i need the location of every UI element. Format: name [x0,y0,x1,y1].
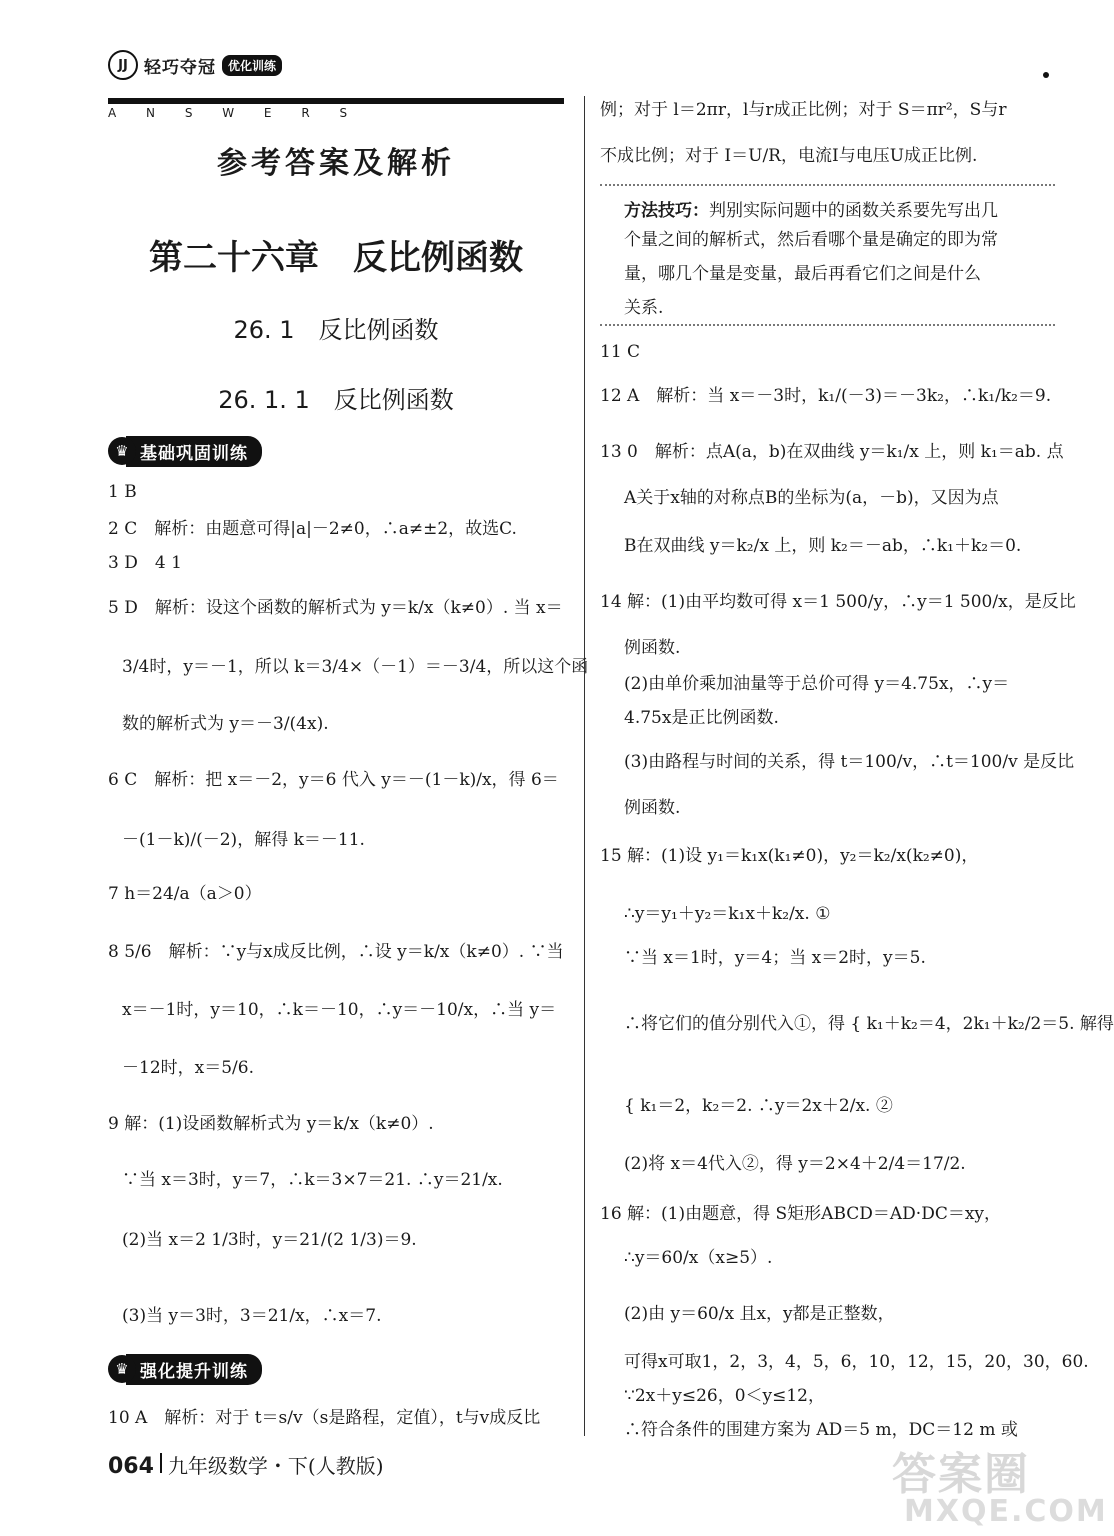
banner-advanced [108,1354,262,1384]
footer-separator [160,1453,162,1473]
corner-dot [1043,72,1049,78]
subsection-title: 26. 1. 1 反比例函数 [218,386,454,414]
answer-line: ∵2x＋y≤26，0＜y≤12， [624,1386,825,1406]
answer-line: 例函数. [624,638,681,658]
answer-line: 7 h＝24/a（a＞0） [108,884,262,904]
banner-advanced-label: 强化提升训练 [126,1354,262,1385]
brand-tag: 优化训练 [222,55,282,76]
header-rule [108,98,564,104]
method-tip-lead: 方法技巧： [624,201,709,221]
answer-line: A关于x轴的对称点B的坐标为(a，－b)，又因为点 [624,488,999,508]
banner-basic [108,436,262,466]
page-title: 参考答案及解析 [217,146,455,181]
answer-line: 11 C [600,342,641,362]
logo-mark-icon: JJ [108,50,138,80]
banner-basic-label: 基础巩固训练 [126,436,262,467]
section-title: 26. 1 反比例函数 [233,316,439,344]
column-divider [584,96,585,1436]
watermark-text: 答案圈 [892,1449,1030,1500]
method-tip-line: 量，哪几个量是变量，最后再看它们之间是什么 [624,264,981,284]
answer-line: (2)将 x＝4代入②，得 y＝2×4＋2/4＝17/2. [624,1154,966,1174]
answer-line: －12时，x＝5/6. [122,1058,254,1078]
answer-line: x＝－1时，y＝10，∴k＝－10，∴y＝－10/x，∴当 y＝ [122,1000,557,1020]
answer-line: 6 C 解析：把 x＝－2，y＝6 代入 y＝－(1－k)/x，得 6＝ [108,770,559,790]
answer-line: －(1－k)/(－2)，解得 k＝－11. [122,830,365,850]
page-footer [108,1450,384,1479]
answer-line: ∴将它们的值分别代入①，得 { k₁＋k₂＝4，2k₁＋k₂/2＝5. 解得 [624,1014,1114,1034]
answer-line: 例；对于 l＝2πr，l与r成正比例；对于 S＝πr²，S与r [600,100,1007,120]
answer-line: 14 解：(1)由平均数可得 x＝1 500/y，∴y＝1 500/x，是反比 [600,592,1076,612]
answer-line: ∵当 x＝3时，y＝7，∴k＝3×7＝21. ∴y＝21/x. [122,1170,503,1190]
answer-line: (2)由 y＝60/x 且x，y都是正整数， [624,1304,895,1324]
answer-line: 3 D 4 1 [108,553,182,573]
brand-name: 轻巧夺冠 [144,57,216,78]
answer-line: 9 解：(1)设函数解析式为 y＝k/x（k≠0）. [108,1114,434,1134]
answer-line: (2)由单价乘加油量等于总价可得 y＝4.75x，∴y＝ [624,674,1010,694]
answer-line: 例函数. [624,798,681,818]
answer-line: (3)由路程与时间的关系，得 t＝100/v，∴t＝100/v 是反比 [624,752,1075,772]
answer-line: 不成比例；对于 I＝U/R，电流I与电压U成正比例. [600,146,978,166]
page-number: 064 [108,1454,154,1479]
answer-line: 3/4时，y＝－1，所以 k＝3/4×（－1）＝－3/4，所以这个函 [122,657,589,677]
method-tip-box [600,184,1055,326]
method-tip-line: 关系. [624,298,664,318]
answer-line: 2 C 解析：由题意可得|a|－2≠0，∴a≠±2，故选C. [108,519,517,539]
answer-line: 8 5/6 解析：∵y与x成反比例，∴设 y＝k/x（k≠0）. ∵当 [108,942,564,962]
watermark-site: MXQE.COM [904,1494,1108,1529]
answer-line: ∴y＝y₁＋y₂＝k₁x＋k₂/x. ① [624,904,831,924]
answer-line: 12 A 解析：当 x＝－3时，k₁/(－3)＝－3k₂，∴k₁/k₂＝9. [600,386,1052,406]
answer-line: 4.75x是正比例函数. [624,708,779,728]
crown-icon: ♛ [108,437,136,465]
answer-line: B在双曲线 y＝k₂/x 上，则 k₂＝－ab，∴k₁＋k₂＝0. [624,536,1022,556]
answer-line: (2)当 x＝2 1/3时，y＝21/(2 1/3)＝9. [122,1230,417,1250]
method-tip-text: 判别实际问题中的函数关系要先写出几 [709,201,998,221]
brand-logo [108,50,282,80]
answer-line: 10 A 解析：对于 t＝s/v（s是路程，定值），t与v成反比 [108,1408,541,1428]
answer-line: 15 解：(1)设 y₁＝k₁x(k₁≠0)，y₂＝k₂/x(k₂≠0)， [600,846,979,866]
answer-line: (3)当 y＝3时，3＝21/x，∴x＝7. [122,1306,382,1326]
answer-line: 可得x可取1，2，3，4，5，6，10，12，15，20，30，60. [624,1352,1089,1372]
answer-line: ∴y＝60/x（x≥5）. [624,1248,773,1268]
answers-label: A N S W E R S [108,106,361,120]
method-tip-line: 个量之间的解析式，然后看哪个量是确定的即为常 [624,230,998,250]
answer-line: 5 D 解析：设这个函数的解析式为 y＝k/x（k≠0）. 当 x＝ [108,598,563,618]
watermark [892,1438,1108,1529]
chapter-title: 第二十六章 反比例函数 [149,238,523,278]
answer-line: ∴符合条件的围建方案为 AD＝5 m，DC＝12 m 或 [624,1420,1018,1440]
crown-icon: ♛ [108,1355,136,1383]
answer-line: 数的解析式为 y＝－3/(4x). [122,714,329,734]
answer-line: 1 B [108,482,137,502]
answer-line: ∵当 x＝1时，y＝4；当 x＝2时，y＝5. [624,948,926,968]
answer-line: 16 解：(1)由题意，得 S矩形ABCD＝AD·DC＝xy， [600,1204,1002,1224]
answer-line: { k₁＝2，k₂＝2. ∴y＝2x＋2/x. ② [624,1096,893,1116]
method-tip-line [624,196,998,221]
answer-line: 13 0 解析：点A(a，b)在双曲线 y＝k₁/x 上，则 k₁＝ab. 点 [600,442,1064,462]
book-title: 九年级数学・下(人教版) [167,1454,384,1478]
